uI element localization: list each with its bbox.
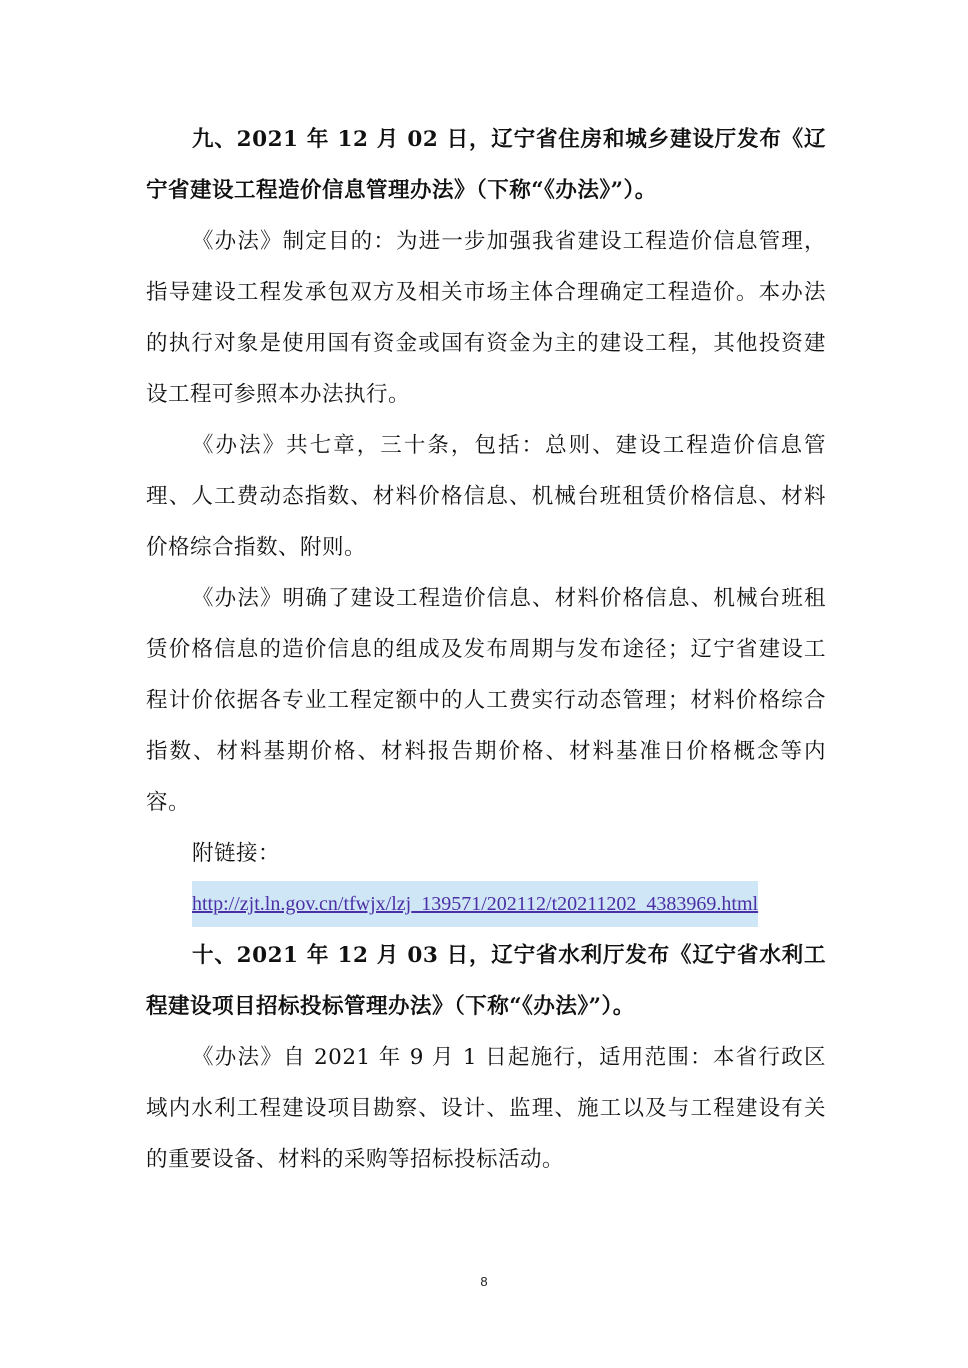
section-9-heading: 九、2021 年 12 月 02 日，辽宁省住房和城乡建设厅发布《辽宁省建设工程造价信息管理办法》（下称“《办法》”）。: [146, 127, 826, 203]
document-link[interactable]: http://zjt.ln.gov.cn/tfwjx/lzj_139571/202112/t20211202_4383969.html: [192, 881, 758, 927]
section-10-heading: 十、2021 年 12 月 03 日，辽宁省水利厅发布《辽宁省水利工程建设项目招标投标管理办法》（下称“《办法》”）。: [146, 943, 826, 1019]
link-label: 附链接：: [192, 841, 281, 866]
link-paragraph: [146, 879, 826, 930]
section-9-paragraph-content: 《办法》明确了建设工程造价信息、材料价格信息、机械台班租赁价格信息的造价信息的组成及发布周期与发布途径；辽宁省建设工程计价依据各专业工程定额中的人工费实行动态管理；材料价格综合指数、材料基期价格、材料报告期价格、材料基准日价格概念等内容。: [146, 586, 826, 815]
section-9-paragraph-structure: 《办法》共七章，三十条，包括：总则、建设工程造价信息管理、人工费动态指数、材料价格信息、机械台班租赁价格信息、材料价格综合指数、附则。: [146, 433, 826, 560]
page-content: [146, 114, 826, 1185]
page-number: 8: [480, 1274, 488, 1289]
section-9-paragraph-purpose: 《办法》制定目的：为进一步加强我省建设工程造价信息管理，指导建设工程发承包双方及相关市场主体合理确定工程造价。本办法的执行对象是使用国有资金或国有资金为主的建设工程，其他投资建设工程可参照本办法执行。: [146, 229, 826, 407]
section-10-paragraph: 《办法》自 2021 年 9 月 1 日起施行，适用范围：本省行政区域内水利工程建设项目勘察、设计、监理、施工以及与工程建设有关的重要设备、材料的采购等招标投标活动。: [146, 1045, 826, 1172]
